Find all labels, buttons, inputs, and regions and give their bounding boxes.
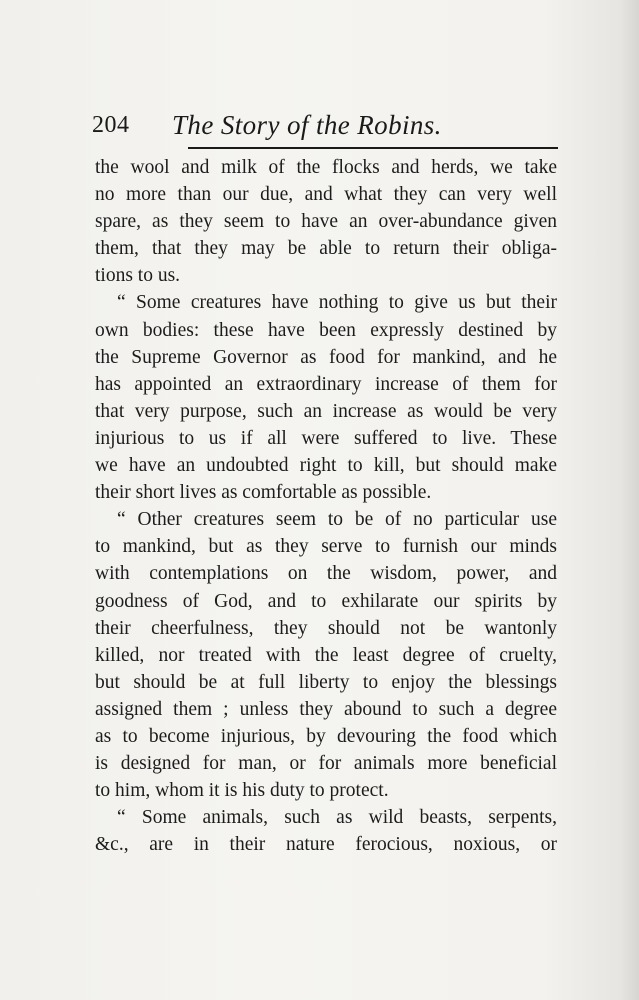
text-line: the wool and milk of the flocks and herds, we take <box>95 157 557 178</box>
text-line: injurious to us if all were suffered to live. These <box>95 427 557 449</box>
text-line: is designed for man, or for animals more beneficial <box>95 753 557 775</box>
text-line: tions to us. <box>95 265 181 287</box>
text-line: the Supreme Governor as food for mankind, and he <box>95 346 557 368</box>
text-line: their short lives as comfortable as possible. <box>95 482 432 504</box>
page-header <box>92 112 558 146</box>
text-line: no more than our due, and what they can very well <box>95 184 557 206</box>
body-text <box>95 154 557 858</box>
text-line: with contemplations on the wisdom, power, and <box>95 563 557 585</box>
text-line: killed, nor treated with the least degree of cruelty, <box>95 644 557 666</box>
text-line: them, that they may be able to return their obliga- <box>95 238 557 260</box>
text-line: as to become injurious, by devouring the food which <box>95 725 557 747</box>
text-line: own bodies: these have been expressly destined by <box>95 319 557 341</box>
text-line: to him, whom it is his duty to protect. <box>95 780 389 802</box>
header-rule <box>188 147 558 149</box>
text-line: &c., are in their nature ferocious, noxious, or <box>95 834 557 856</box>
text-line: “ Other creatures seem to be of no particular use <box>117 509 557 531</box>
running-title: The Story of the Robins. <box>172 110 442 140</box>
text-line: “ Some animals, such as wild beasts, serpents, <box>117 807 557 829</box>
text-line: that very purpose, such an increase as would be very <box>95 400 557 422</box>
text-line: to mankind, but as they serve to furnish our minds <box>95 536 557 558</box>
text-line: has appointed an extraordinary increase of them for <box>95 373 557 395</box>
page-number: 204 <box>92 112 130 138</box>
text-line: we have an undoubted right to kill, but should make <box>95 455 557 477</box>
text-line: assigned them ; unless they abound to such a degree <box>95 698 557 720</box>
text-line: but should be at full liberty to enjoy the blessings <box>95 671 557 693</box>
text-line: spare, as they seem to have an over-abundance given <box>95 211 557 233</box>
text-line: “ Some creatures have nothing to give us but their <box>117 292 557 314</box>
text-line: their cheerfulness, they should not be wantonly <box>95 617 557 639</box>
text-line: goodness of God, and to exhilarate our spirits by <box>95 590 557 612</box>
